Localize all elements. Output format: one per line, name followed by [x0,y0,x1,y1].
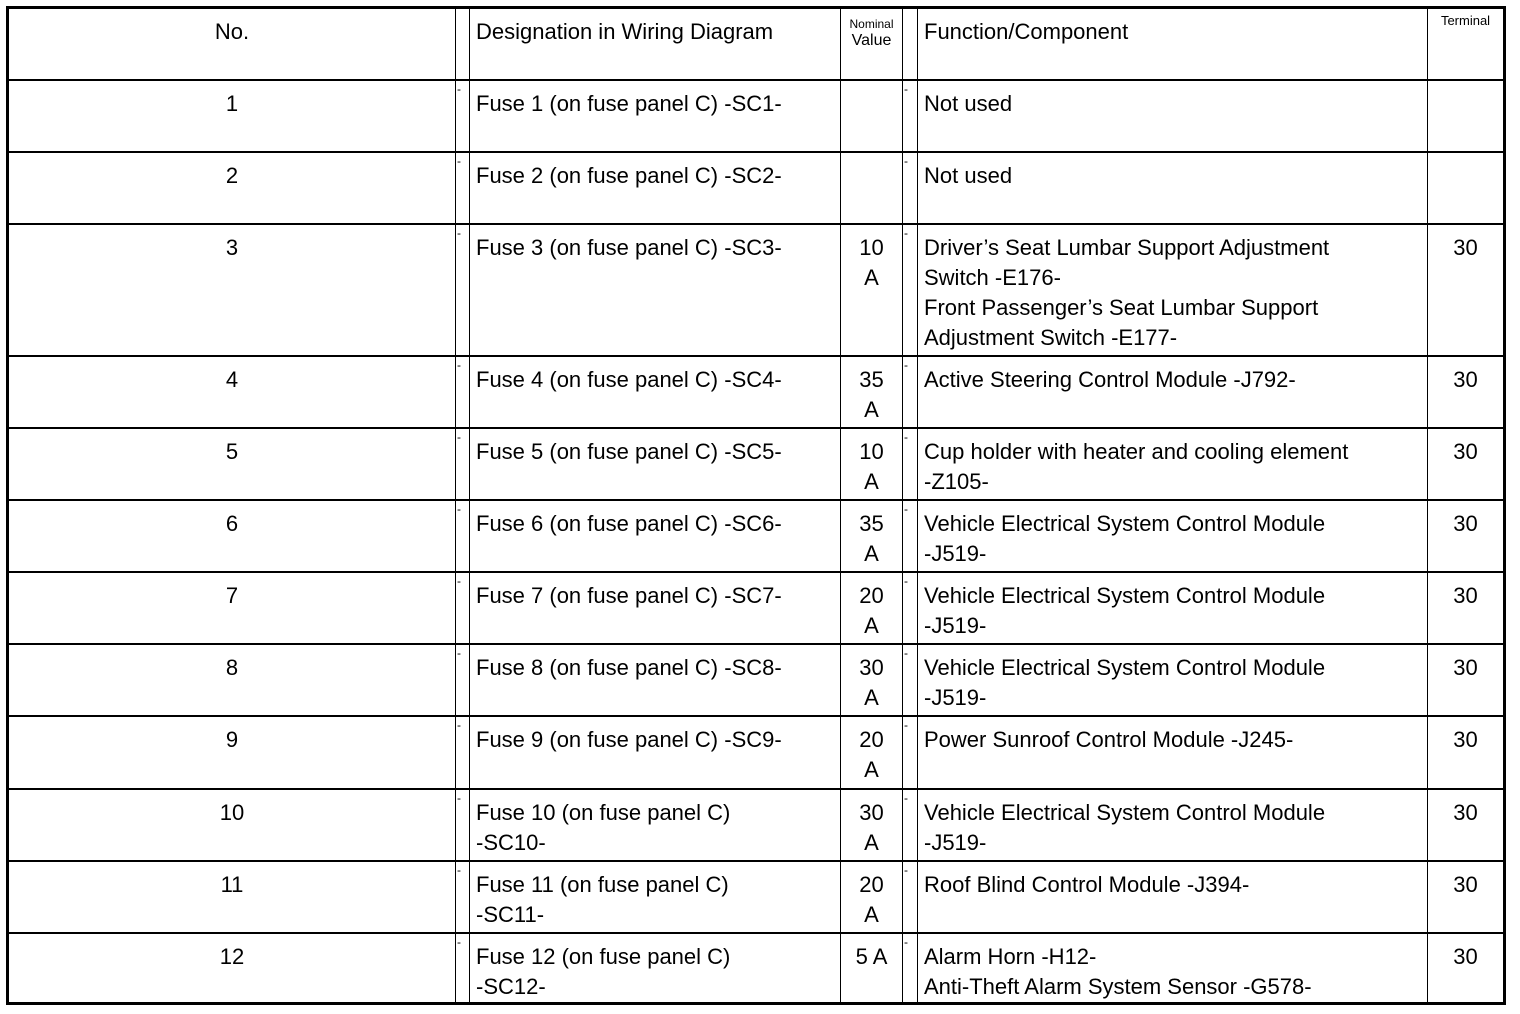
cell-terminal: 30 [1428,933,1505,1004]
designation-line: Fuse 2 (on fuse panel C) -SC2- [476,162,782,188]
nominal-line: A [864,613,879,639]
spacer-mark: - [457,934,461,949]
cell-function [918,224,1428,356]
cell-function [918,644,1428,716]
cell-no: 5 [8,428,456,500]
cell-nominal-value [841,861,903,933]
designation-line: Fuse 4 (on fuse panel C) -SC4- [476,366,782,392]
spacer-mark: - [904,718,908,733]
designation-line: Fuse 7 (on fuse panel C) -SC7- [476,583,782,609]
function-line: Vehicle Electrical System Control Module [924,511,1326,537]
spacer-mark: - [457,574,461,589]
cell-spacer-2 [903,224,918,356]
header-function: Function/Component [918,8,1428,80]
function-line: Cup holder with heater and cooling element [924,439,1349,465]
designation-line: Fuse 8 (on fuse panel C) -SC8- [476,655,782,681]
header-nominal-value [841,8,903,80]
cell-nominal-value [841,428,903,500]
cell-spacer-2 [903,356,918,428]
cell-spacer-2 [903,789,918,861]
cell-nominal-value [841,152,903,224]
cell-no: 4 [8,356,456,428]
cell-spacer-2 [903,933,918,1004]
spacer-mark: - [457,718,461,733]
function-line: Adjustment Switch -E177- [924,324,1178,350]
function-line: -J519- [924,829,987,855]
nominal-line: 20 [859,583,884,609]
spacer-mark: - [457,81,461,96]
table-row [8,500,1505,572]
cell-spacer [456,80,470,152]
cell-function [918,80,1428,152]
cell-function [918,152,1428,224]
nominal-line: A [864,829,879,855]
cell-no: 9 [8,716,456,788]
cell-terminal [1428,152,1505,224]
cell-designation [470,428,841,500]
cell-function [918,861,1428,933]
table-row [8,716,1505,788]
fuse-table [6,6,1506,1005]
function-line: -J519- [924,685,987,711]
table-row [8,861,1505,933]
nominal-line: 5 A [855,943,888,969]
cell-designation [470,356,841,428]
function-line: Switch -E176- [924,264,1061,290]
cell-function [918,572,1428,644]
nominal-line: 35 [859,511,884,537]
designation-line: Fuse 9 (on fuse panel C) -SC9- [476,727,782,753]
table-row [8,356,1505,428]
cell-spacer-2 [903,716,918,788]
cell-terminal: 30 [1428,716,1505,788]
cell-spacer [456,356,470,428]
cell-designation [470,500,841,572]
spacer-mark: - [904,574,908,589]
spacer-mark: - [457,862,461,877]
function-line: Vehicle Electrical System Control Module [924,583,1326,609]
cell-spacer [456,716,470,788]
cell-function [918,716,1428,788]
cell-function [918,428,1428,500]
header-designation: Designation in Wiring Diagram [470,8,841,80]
cell-designation [470,716,841,788]
cell-designation [470,572,841,644]
cell-no: 11 [8,861,456,933]
function-line: Front Passenger’s Seat Lumbar Support [924,294,1319,320]
cell-terminal: 30 [1428,428,1505,500]
cell-no: 12 [8,933,456,1004]
cell-terminal: 30 [1428,500,1505,572]
nominal-line: 20 [859,727,884,753]
designation-line: Fuse 5 (on fuse panel C) -SC5- [476,439,782,465]
spacer-mark: - [904,934,908,949]
nominal-line: 30 [859,655,884,681]
spacer-mark: - [904,357,908,372]
nominal-line: A [864,469,879,495]
cell-spacer [456,500,470,572]
table-row [8,644,1505,716]
spacer-mark: - [904,646,908,661]
designation-line: Fuse 6 (on fuse panel C) -SC6- [476,511,782,537]
cell-no: 6 [8,500,456,572]
cell-nominal-value [841,933,903,1004]
cell-function [918,933,1428,1004]
table-row [8,933,1505,1004]
nominal-line: A [864,757,879,783]
cell-no: 2 [8,152,456,224]
spacer-mark: - [904,790,908,805]
cell-spacer [456,789,470,861]
cell-no: 8 [8,644,456,716]
spacer-mark: - [457,430,461,445]
cell-no: 7 [8,572,456,644]
cell-terminal: 30 [1428,644,1505,716]
cell-nominal-value [841,716,903,788]
cell-spacer-2 [903,152,918,224]
cell-function [918,789,1428,861]
spacer-mark: - [457,153,461,168]
cell-nominal-value [841,500,903,572]
function-line: Not used [924,90,1013,116]
cell-spacer [456,572,470,644]
spacer-mark: - [457,790,461,805]
cell-spacer-2 [903,80,918,152]
spacer-mark: - [904,430,908,445]
cell-nominal-value [841,572,903,644]
cell-no: 10 [8,789,456,861]
cell-function [918,500,1428,572]
designation-line: -SC10- [476,829,546,855]
fuse-table-body [8,80,1505,1004]
nominal-line: 10 [859,439,884,465]
function-line: -Z105- [924,469,989,495]
designation-line: Fuse 10 (on fuse panel C) [476,799,731,825]
table-row [8,80,1505,152]
cell-nominal-value [841,224,903,356]
designation-line: Fuse 3 (on fuse panel C) -SC3- [476,234,782,260]
cell-designation [470,644,841,716]
cell-function [918,356,1428,428]
nominal-line: A [864,264,879,290]
spacer-mark: - [457,502,461,517]
cell-no: 1 [8,80,456,152]
nominal-line: 35 [859,366,884,392]
designation-line: Fuse 12 (on fuse panel C) [476,943,731,969]
table-header-row [8,8,1505,80]
nominal-line: 10 [859,234,884,260]
cell-terminal: 30 [1428,224,1505,356]
function-line: Active Steering Control Module -J792- [924,366,1296,392]
spacer-mark: - [457,225,461,240]
spacer-mark: - [457,357,461,372]
cell-nominal-value [841,644,903,716]
cell-spacer-2 [903,500,918,572]
spacer-mark: - [904,502,908,517]
nominal-line: A [864,901,879,927]
function-line: Power Sunroof Control Module -J245- [924,727,1294,753]
spacer-mark: - [904,862,908,877]
designation-line: Fuse 1 (on fuse panel C) -SC1- [476,90,782,116]
designation-line: Fuse 11 (on fuse panel C) [476,871,729,897]
cell-spacer-2 [903,428,918,500]
function-line: -J519- [924,541,987,567]
nominal-line: A [864,396,879,422]
table-row [8,224,1505,356]
function-line: Roof Blind Control Module -J394- [924,871,1250,897]
function-line: Driver’s Seat Lumbar Support Adjustment [924,234,1330,260]
table-row [8,572,1505,644]
header-spacer-2 [903,8,918,80]
spacer-mark: - [904,225,908,240]
cell-designation [470,861,841,933]
nominal-line: 20 [859,871,884,897]
nominal-line: 30 [859,799,884,825]
cell-spacer-2 [903,644,918,716]
header-no: No. [8,8,456,80]
cell-designation [470,224,841,356]
cell-spacer [456,224,470,356]
header-terminal: Terminal [1428,8,1505,80]
cell-terminal: 30 [1428,572,1505,644]
cell-spacer [456,933,470,1004]
cell-nominal-value [841,356,903,428]
cell-designation [470,933,841,1004]
cell-designation [470,152,841,224]
cell-no: 3 [8,224,456,356]
spacer-mark: - [457,646,461,661]
header-nominal-line1: Nominal [849,17,894,31]
table-row [8,152,1505,224]
cell-nominal-value [841,80,903,152]
spacer-mark: - [904,81,908,96]
designation-line: -SC12- [476,973,546,999]
nominal-line: A [864,541,879,567]
cell-designation [470,80,841,152]
cell-spacer [456,428,470,500]
cell-spacer-2 [903,572,918,644]
cell-spacer-2 [903,861,918,933]
header-spacer [456,8,470,80]
cell-terminal: 30 [1428,861,1505,933]
function-line: Vehicle Electrical System Control Module [924,655,1326,681]
cell-designation [470,789,841,861]
header-nominal-line2: Value [851,32,892,49]
cell-spacer [456,861,470,933]
table-row [8,789,1505,861]
function-line: Not used [924,162,1013,188]
cell-nominal-value [841,789,903,861]
table-row [8,428,1505,500]
cell-terminal: 30 [1428,356,1505,428]
function-line: Vehicle Electrical System Control Module [924,799,1326,825]
cell-spacer [456,152,470,224]
function-line: Anti-Theft Alarm System Sensor -G578- [924,973,1312,999]
cell-terminal [1428,80,1505,152]
cell-spacer [456,644,470,716]
nominal-line: A [864,685,879,711]
function-line: -J519- [924,613,987,639]
spacer-mark: - [904,153,908,168]
cell-terminal: 30 [1428,789,1505,861]
function-line: Alarm Horn -H12- [924,943,1097,969]
designation-line: -SC11- [476,901,545,927]
